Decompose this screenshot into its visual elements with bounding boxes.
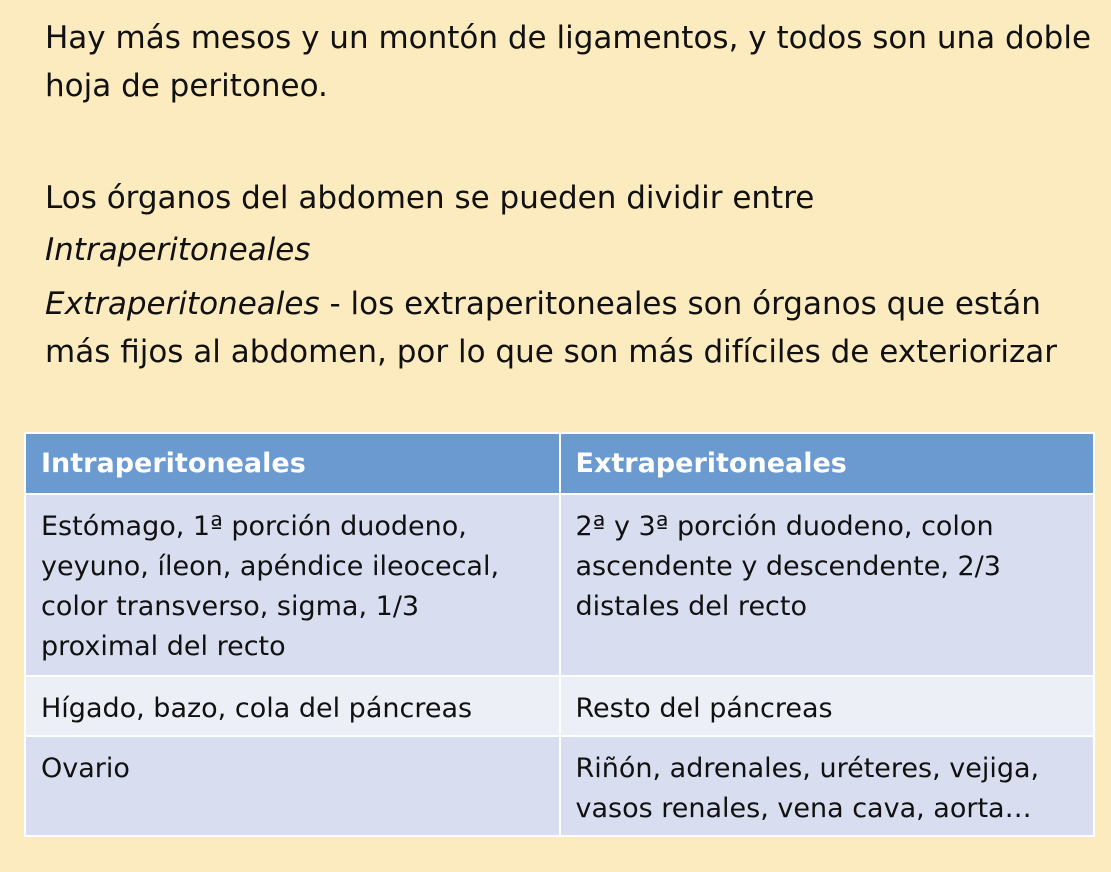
table-header-row	[25, 433, 1094, 494]
table-cell-intraperitoneal: Ovario	[25, 736, 560, 836]
table-cell-extraperitoneal: Resto del páncreas	[560, 676, 1095, 736]
table-cell-extraperitoneal: Riñón, adrenales, uréteres, vejiga, vasos renales, vena cava, aorta…	[560, 736, 1095, 836]
extraperitoneal-label: Extraperitoneales	[45, 286, 320, 322]
table-cell-extraperitoneal: 2ª y 3ª porción duodeno, colon ascendente y descendente, 2/3 distales del recto	[560, 494, 1095, 676]
column-header-extraperitoneal: Extraperitoneales	[560, 433, 1095, 494]
extraperitoneal-paragraph	[45, 280, 1095, 376]
table-cell-intraperitoneal: Hígado, bazo, cola del páncreas	[25, 676, 560, 736]
table-row	[25, 676, 1094, 736]
column-header-intraperitoneal: Intraperitoneales	[25, 433, 560, 494]
table-row	[25, 494, 1094, 676]
extraperitoneal-description: - los extraperitoneales son órganos que están más fijos al abdomen, por lo que son más difíciles de exteriorizar	[45, 286, 1058, 370]
intro-text	[45, 14, 1095, 376]
intraperitoneal-label: Intraperitoneales	[45, 232, 311, 268]
table-cell-intraperitoneal: Estómago, 1ª porción duodeno, yeyuno, íleon, apéndice ileocecal, color transverso, sigma, 1/3 proximal del recto	[25, 494, 560, 676]
organ-classification-table	[24, 432, 1095, 837]
organ-classification-table-container	[24, 432, 1095, 837]
table-row	[25, 736, 1094, 836]
intro-paragraph-division: Los órganos del abdomen se pueden dividir entre	[45, 180, 815, 216]
intro-paragraph-mesos: Hay más mesos y un montón de ligamentos, y todos son una doble hoja de peritoneo.	[45, 20, 1092, 104]
